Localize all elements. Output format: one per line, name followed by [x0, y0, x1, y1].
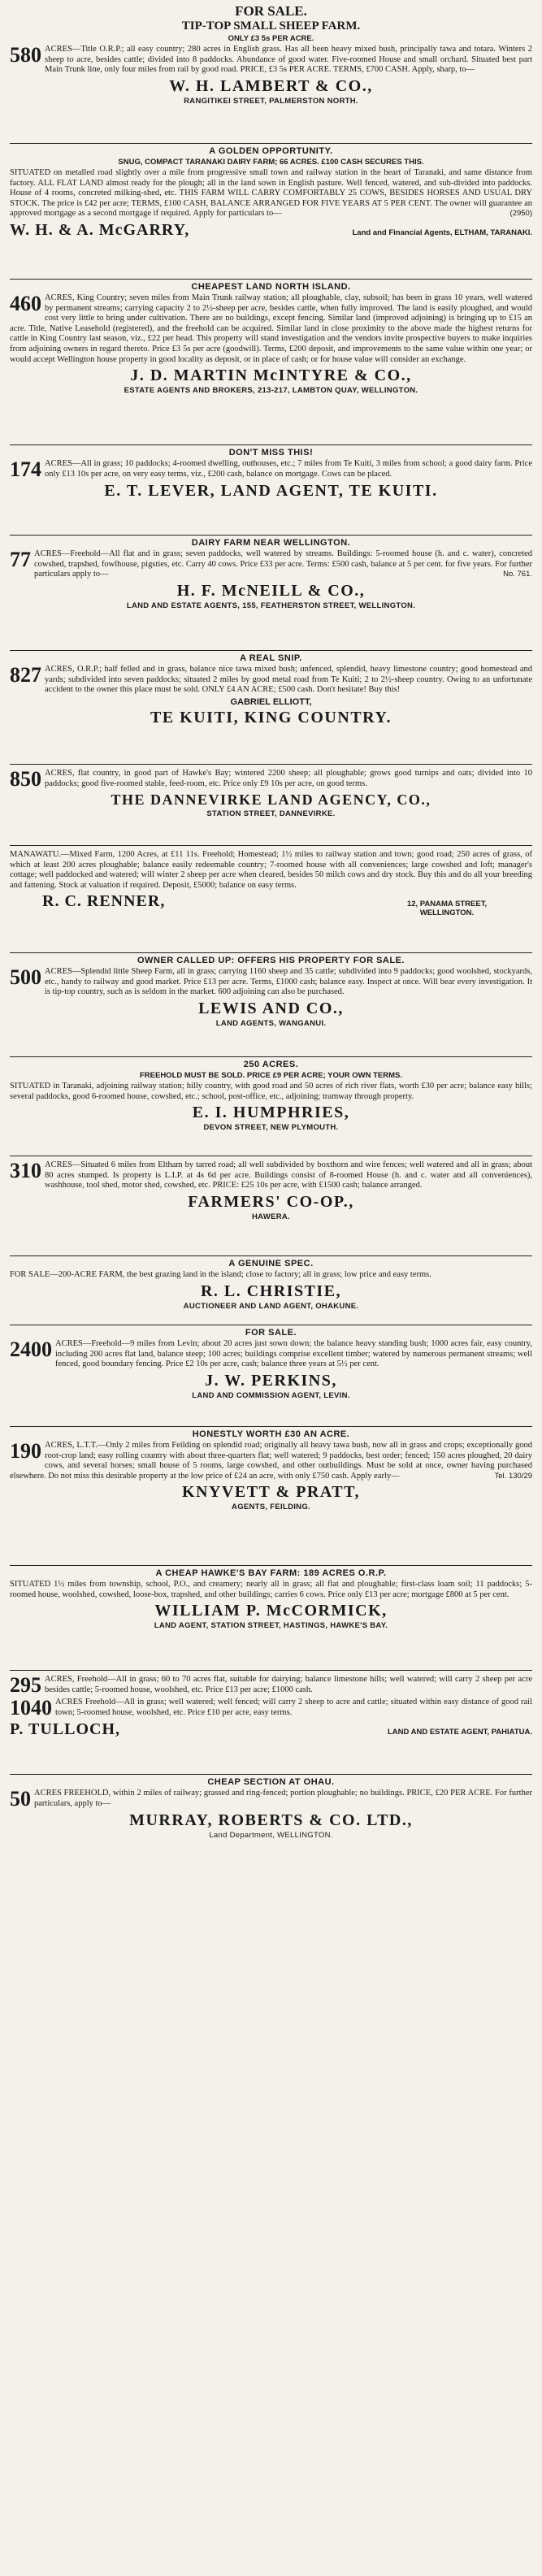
acreage-number: 460: [10, 292, 41, 315]
divider: [10, 1426, 532, 1427]
ad-header: DON'T MISS THIS!: [228, 448, 314, 458]
agent-name: J. D. MARTIN McINTYRE & CO.,: [130, 366, 412, 385]
agent-address: LAND AND ESTATE AGENTS, 155, FEATHERSTON STREET, WELLINGTON.: [126, 601, 416, 610]
acreage-number: 500: [10, 965, 41, 989]
ad-body: [10, 293, 532, 365]
ad-text: ACRES, O.R.P.; half felled and in grass, balance nice tawa mixed bush; unfenced, splendid, heavy limestone country; good homestead and yards; subdivided into seven paddocks; situated 2 miles by good metal road from Te Kuiti; 2 to 2½-sheep country. Owing to an unfortunate accident to the owner this place must be sold. ONLY £4 AN ACRE; £500 cash. Don't hesitate! Buy this!: [45, 665, 532, 695]
ad-text: ACRES—Splendid little Sheep Farm, all in grass; carrying 1160 sheep and 35 cattle; subdivided into 9 paddocks; good woolshed, stockyards, etc., handy to railway and good market. Price £13 per acre. Terms, £1000 cash; balance easy. Inspect at once. Will bear every investigation. It is tip-top country, such as is seldom in the market. 600 adjoining can also be purchased.: [45, 967, 532, 997]
ad-hawkes-bay-flat: [10, 767, 532, 818]
ad-dont-miss: [10, 448, 532, 501]
ad-manawatu: [10, 848, 532, 917]
ad-subheading: SNUG, COMPACT TARANAKI DAIRY FARM; 66 ACRES. £100 CASH SECURES THIS.: [118, 158, 424, 167]
ad-real-snip: [10, 653, 532, 727]
agent-address: Land and Financial Agents, ELTHAM, TARANAKI.: [352, 228, 532, 237]
ad-text: ACRES—Freehold—9 miles from Levin; about 20 acres just sown down; the balance heavy standing bush; 1000 acres fair, easy country, including 200 acres flat land, balance steep; 100 acres; buildings comprise excellent timber; watered by numerous permanent streams; well fenced, good boundary fencing. Price £2 10s per acre, cash; balance three years at 5½ per cent.: [55, 1339, 532, 1369]
ad-body: [10, 1675, 532, 1696]
ad-feilding: [10, 1429, 532, 1511]
acreage-number: 1040: [10, 1696, 52, 1720]
agent-address: AGENTS, FEILDING.: [232, 1503, 310, 1512]
ad-subheading: ONLY £3 5s PER ACRE.: [228, 34, 314, 43]
agent-address: STATION STREET, DANNEVIRKE.: [206, 809, 336, 818]
ad-header: OWNER CALLED UP: OFFERS HIS PROPERTY FOR SALE.: [137, 956, 405, 965]
ad-text: SITUATED on metalled road slightly over a mile from progressive small town and railway station in the heart of Taranaki, and same distance from factory. ALL FLAT LAND almost ready for the plough; all in the land sown in English pasture. Well fenced, watered, and sub-divided into paddocks. House of 4 rooms, concreted milking-shed, etc. THIS FARM WILL CARRY COMFORTABLY 25 COWS, BESIDES HORSES AND USUAL DRY STOCK. The price is £42 per acre; TERMS, £100 CASH, BALANCE ARRANGED FOR FIVE YEARS AT 5 PER CENT. The owner will guarantee an approved mortgage as a second mortgage if required. Apply for particulars to—: [10, 168, 532, 219]
divider: [10, 952, 532, 953]
ad-header: DAIRY FARM NEAR WELLINGTON.: [191, 538, 351, 548]
ad-levin: [10, 1328, 532, 1400]
ad-header: FOR SALE.: [245, 1328, 297, 1338]
ad-text: ACRES—Situated 6 miles from Eltham by tarred road; all well subdivided by boxthorn and wire fences; well watered and all in grass; about 80 acres stumped. Is property is L.I.P. at 4s 6d per acre. Buildings consist of 8-roomed House (h. and c. water and all conveniences), washhouse, tool shed, motor shed, cowshed, etc. PRICE: £25 10s per acre, with £1500 cash; balance arranged.: [45, 1160, 532, 1190]
ad-owner-called-up: [10, 956, 532, 1028]
acreage-number: 190: [10, 1439, 41, 1463]
acreage-number: 850: [10, 767, 41, 791]
ad-subheading: FREEHOLD MUST BE SOLD. PRICE £9 PER ACRE; YOUR OWN TERMS.: [139, 1071, 403, 1080]
ad-pahiatua: [10, 1673, 532, 1739]
ad-reference: (2950): [509, 209, 532, 219]
agent-address: LAND AGENT, STATION STREET, HASTINGS, HAWKE'S BAY.: [154, 1621, 388, 1631]
ad-genuine-spec: [10, 1259, 532, 1311]
ad-ohau: [10, 1777, 532, 1840]
ad-text: MANAWATU.—Mixed Farm, 1200 Acres, at £11 11s. Freehold; Homestead; 1½ miles to railway station and town; good road; 250 acres of grass, of which at least 200 acres ploughable; balance easily redeemable country; 7-roomed house with all conveniences; large cowshed and loft; manager's cottage; well paddocked and watered; will winter 2 sheep per acre when cleared, besides 50 milch cows and dry stock. Buy this and do all your breeding and fattening. Stock at valuation if required. Deposit, £5000; balance on easy terms.: [10, 850, 532, 890]
ad-reference: No. 761.: [503, 570, 532, 579]
ad-text: FOR SALE—200-ACRE FARM, the best grazing land in the island; close to factory; all in grass; low price and easy terms.: [10, 1270, 431, 1279]
ad-header: A CHEAP HAWKE'S BAY FARM: 189 ACRES O.R.P.: [155, 1568, 387, 1578]
ad-body: [10, 1339, 532, 1370]
ad-body: [10, 1580, 532, 1600]
ad-eltham: [10, 1159, 532, 1221]
acreage-number: 174: [10, 458, 41, 481]
ad-body: [10, 967, 532, 998]
agent-address: RANGITIKEI STREET, PALMERSTON NORTH.: [184, 96, 358, 106]
ad-header: HONESTLY WORTH £30 AN ACRE.: [192, 1429, 350, 1439]
ad-header: A GENUINE SPEC.: [228, 1259, 314, 1268]
agent-address: 12, PANAMA STREET, WELLINGTON.: [406, 900, 488, 918]
agent-line: [10, 221, 532, 240]
ad-text: SITUATED in Taranaki, adjoining railway station; hilly country, with good road and 50 acres of rich river flats, worth £30 per acre; balance easy hills; several paddocks, good 6-roomed house, cowshed, etc.; school, post-office, etc., adjoining; tramway through property.: [10, 1082, 532, 1101]
ad-header: CHEAPEST LAND NORTH ISLAND.: [191, 282, 351, 292]
ad-250-acres: [10, 1060, 532, 1132]
ad-body: [10, 850, 532, 891]
agent-name: GABRIEL ELLIOTT,: [230, 696, 312, 707]
ad-reference: Tel. 130/29: [494, 1471, 532, 1481]
ad-text: ACRES FREEHOLD, within 2 miles of railway; grassed and ring-fenced; portion ploughable; no buildings. PRICE, £20 PER ACRE. For further particulars, apply to—: [34, 1789, 532, 1808]
ad-title: TIP-TOP SMALL SHEEP FARM.: [181, 20, 361, 33]
ad-body: [10, 549, 532, 580]
agent-name: E. I. HUMPHRIES,: [192, 1104, 350, 1122]
divider: [10, 1056, 532, 1057]
ad-dairy-wellington: [10, 538, 532, 610]
agent-name: WILLIAM P. McCORMICK,: [154, 1602, 388, 1620]
ad-text: ACRES—All in grass; 10 paddocks; 4-roomed dwelling, outhouses, etc.; 7 miles from Te Kuiti, 3 miles from school; a good dairy farm. Price only £13 10s per acre, on very easy terms, viz., £200 cash, balance on mortgage. Cows can be placed.: [45, 459, 532, 479]
ad-text: ACRES, Freehold—All in grass; 60 to 70 acres flat, suitable for dairying; balance limestone hills; well watered; will carry 2 sheep per acre besides cattle; 5-roomed house, woolshed, etc. Price £13 per acre; £1000 cash.: [45, 1675, 532, 1694]
agent-name: LEWIS AND CO.,: [198, 999, 344, 1017]
agent-address: LAND AND ESTATE AGENT, PAHIATUA.: [387, 1728, 532, 1737]
agent-name: THE DANNEVIRKE LAND AGENCY, CO.,: [111, 791, 431, 808]
agent-address: LAND AGENTS, WANGANUI.: [215, 1018, 327, 1028]
agent-name: J. W. PERKINS,: [205, 1371, 337, 1390]
divider: [10, 764, 532, 765]
ad-cheapest-land: [10, 282, 532, 395]
ad-text: ACRES—Title O.R.P.; all easy country; 280 acres in English grass. Has all been heavy mixed bush, principally tawa and totara. Winters 2 sheep to acre, besides cattle; divided into 8 paddocks. Abundance of good water. Five-roomed House and small orchard. Situated best part Main Trunk line, only four miles from rail by good road. PRICE, £3 5s PER ACRE. TERMS, £700 CASH. Apply, sharp, to—: [45, 45, 532, 75]
ad-header: FOR SALE.: [235, 3, 307, 19]
divider: [10, 1774, 532, 1775]
divider: [10, 143, 532, 144]
divider: [10, 535, 532, 536]
ad-body-second: [10, 1698, 532, 1719]
ad-header: A GOLDEN OPPORTUNITY.: [209, 146, 333, 156]
agent-name: R. L. CHRISTIE,: [200, 1281, 342, 1300]
agent-address: TE KUITI, KING COUNTRY.: [150, 708, 392, 726]
ad-header: 250 ACRES.: [243, 1060, 299, 1069]
ad-sheep-farm: [10, 3, 532, 106]
acreage-number: 77: [10, 548, 31, 571]
ad-taranaki-dairy: [10, 146, 532, 240]
divider: [10, 1255, 532, 1256]
ad-header: A REAL SNIP.: [240, 653, 302, 663]
ad-text: ACRES, King Country; seven miles from Main Trunk railway station; all ploughable, clay, subsoil; has been in grass 10 years, well watered by permanent streams; carrying capacity 2 to 2½-sheep per acre, besides cattle, when fully improved. The land is easily ploughed, and would cost very little to bring under cultivation. There are no buildings, except fencing. Similar land (improved adjoining) is bringing up to £15 an acre. Title, Native Leasehold (registered), and the freehold can be acquired. Similar land in close proximity to the above made the highest returns for cattle in King Country last season, viz., £22 per head. This property will stand investigation and the vendors invite prospective buyers to make inquiries from adjoining owners in regard thereto. Price £3 5s per acre (goodwill). Terms, £200 deposit, and improvements to the same value within one year; or would accept Wellington house property in good locality as deposit, or in place of cash; or for house value will consider an exchange.: [10, 293, 532, 364]
acreage-number: 295: [10, 1673, 41, 1697]
ad-text: ACRES, L.T.T.—Only 2 miles from Feilding on splendid road; originally all heavy tawa bush, now all in grass and crops; exceptionally good root-crop land; easy rolling country with about three-quarters flat; well watered; 9 paddocks, best order; fenced; 150 acres ploughed, 20 dairy cows, and several horses; small house of 5 rooms, large cowshed, and other outbuildings. Must be sold at once, owner having purchased elsewhere. Do not miss this desirable property at the low price of £24 an acre, with only £750 cash. Apply early—: [10, 1441, 532, 1481]
ad-body: [10, 1789, 532, 1810]
ad-body: [10, 1160, 532, 1191]
acreage-number: 827: [10, 663, 41, 687]
agent-name: P. TULLOCH,: [10, 1720, 121, 1738]
acreage-number: 2400: [10, 1338, 52, 1361]
acreage-number: 580: [10, 43, 41, 67]
divider: [10, 845, 532, 846]
acreage-number: 310: [10, 1159, 41, 1182]
divider: [10, 279, 532, 280]
agent-name: MURRAY, ROBERTS & CO. LTD.,: [129, 1811, 413, 1829]
ad-text: SITUATED 1½ miles from township, school, P.O., and creamery; nearly all in grass; all flat and ploughable; first-class loam soil; 11 paddocks; 5-roomed house, woolshed, cowshed, loose-box, trapshed, and other buildings; carries 6 cows. Price only £13 per acre; mortgage £800 at 5 per cent.: [10, 1580, 532, 1599]
ad-text: ACRES Freehold—All in grass; well watered; well fenced; will carry 2 sheep to acre and cattle; situated within easy distance of good rail town; 5-roomed house, woolshed, etc. Price £10 per acre, easy terms.: [55, 1698, 532, 1717]
divider: [10, 1670, 532, 1671]
ad-body: [10, 1441, 532, 1481]
agent-address: LAND AND COMMISSION AGENT, LEVIN.: [192, 1390, 350, 1400]
ad-body: [10, 1270, 532, 1281]
agent-name: W. H. LAMBERT & CO.,: [169, 76, 373, 95]
ad-body: [10, 168, 532, 219]
agent-name: KNYVETT & PRATT,: [181, 1483, 361, 1502]
agent-name: FARMERS' CO-OP.,: [188, 1192, 354, 1211]
acreage-number: 50: [10, 1787, 31, 1811]
divider: [10, 1565, 532, 1566]
ad-body: [10, 459, 532, 480]
ad-header: CHEAP SECTION AT OHAU.: [207, 1777, 335, 1787]
agent-address: AUCTIONEER AND LAND AGENT, OHAKUNE.: [183, 1301, 359, 1311]
ad-text: ACRES—Freehold—All flat and in grass; seven paddocks, well watered by streams. Buildings: 5-roomed house (h. and c. water), concreted cowshed, trapshed, fowlhouse, pigsties, etc. Carry 40 cows. Price £33 per acre. Terms: £500 cash, balance at 5 per cent. for five years. For further particulars apply to—: [34, 549, 532, 579]
ad-hawkes-bay-cheap: [10, 1568, 532, 1630]
agent-address: HAWERA.: [252, 1212, 290, 1221]
ad-body: [10, 45, 532, 76]
agent-address: DEVON STREET, NEW PLYMOUTH.: [203, 1123, 339, 1133]
agent-name: H. F. McNEILL & CO.,: [176, 581, 366, 600]
agent-name: W. H. & A. McGARRY,: [10, 220, 190, 239]
agent-line: [10, 1720, 532, 1739]
ad-body: [10, 1082, 532, 1102]
agent-name: E. T. LEVER, LAND AGENT, TE KUITI.: [104, 482, 438, 500]
agent-name: R. C. RENNER,: [42, 892, 166, 911]
agent-line: [10, 892, 532, 917]
agent-address: Land Department, WELLINGTON.: [209, 1831, 333, 1840]
divider: [10, 650, 532, 651]
ad-text: ACRES, flat country, in good part of Hawke's Bay; wintered 2200 sheep; all ploughable; grows good turnips and oats; divided into 10 paddocks; good five-roomed stable, feed-room, etc. Price only £9 10s per acre, on good terms.: [45, 769, 532, 788]
ad-body: [10, 769, 532, 790]
ad-body: [10, 665, 532, 696]
agent-address: ESTATE AGENTS AND BROKERS, 213-217, LAMBTON QUAY, WELLINGTON.: [124, 386, 418, 396]
